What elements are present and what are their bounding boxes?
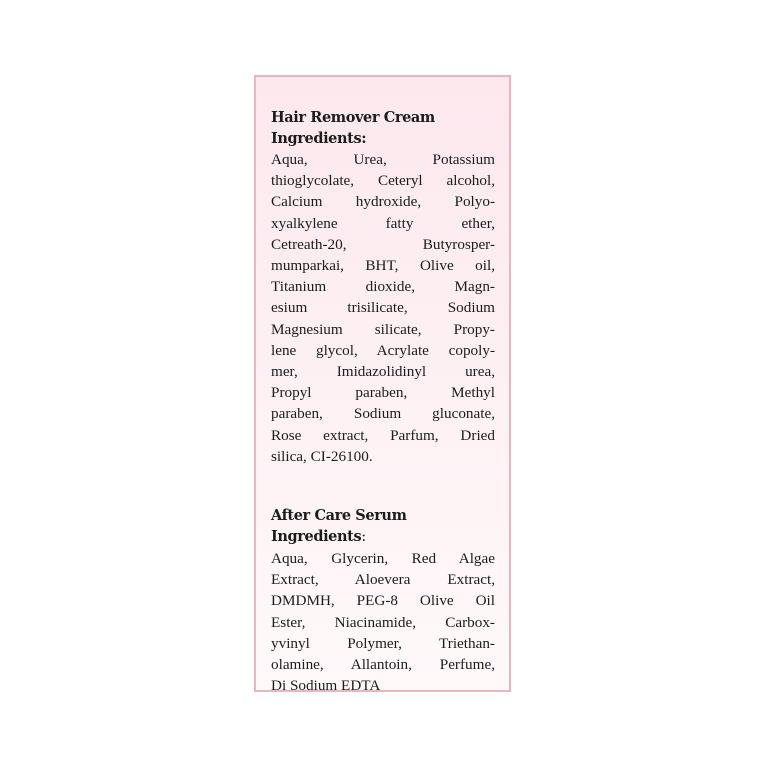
after-care-ingredients-label: Ingredients [271, 528, 362, 546]
after-care-ingredients-list [271, 548, 495, 696]
hair-remover-ingredients-label: Ingredients: [271, 130, 367, 147]
section-spacer [271, 467, 495, 486]
ingredient-line: lene glycol, Acrylate copoly- [271, 341, 495, 359]
after-care-title: After Care Serum [271, 507, 407, 525]
ingredient-line: Di Sodium EDTA [271, 677, 381, 695]
ingredient-line: DMDMH, PEG-8 Olive Oil [271, 592, 495, 610]
ingredient-line: silica, CI-26100. [271, 447, 373, 465]
ingredient-line: thioglycolate, Ceteryl alcohol, [271, 172, 495, 190]
hair-remover-ingredients-list [271, 149, 495, 467]
hair-remover-section [271, 107, 495, 467]
ingredient-line: olamine, Allantoin, Perfume, [271, 656, 495, 674]
ingredient-line: Aqua, Glycerin, Red Algae [271, 550, 495, 568]
ingredient-line: Extract, Aloevera Extract, [271, 571, 495, 589]
ingredient-line: Aqua, Urea, Potassium [271, 151, 495, 168]
after-care-section [271, 505, 495, 696]
ingredient-line: Rose extract, Parfum, Dried [271, 426, 495, 444]
ingredient-line: Cetreath-20, Butyrosper- [271, 235, 495, 253]
ingredient-line: Calcium hydroxide, Polyo- [271, 193, 495, 211]
hair-remover-title: Hair Remover Cream [271, 109, 435, 126]
ingredient-line: Propyl paraben, Methyl [271, 384, 495, 402]
section-spacer [271, 486, 495, 505]
after-care-colon: : [361, 529, 366, 546]
ingredient-line: Titanium dioxide, Magn- [271, 278, 495, 296]
ingredient-line: yvinyl Polymer, Triethan- [271, 634, 495, 652]
ingredient-line: mer, Imidazolidinyl urea, [271, 363, 495, 381]
ingredient-line: paraben, Sodium gluconate, [271, 405, 495, 423]
ingredient-line: esium trisilicate, Sodium [271, 299, 495, 317]
ingredient-line: xyalkylene fatty ether, [271, 214, 495, 232]
ingredient-line: mumparkai, BHT, Olive oil, [271, 257, 495, 275]
ingredient-line: Magnesium silicate, Propy- [271, 320, 495, 338]
after-care-ingredients-heading [271, 526, 495, 548]
ingredient-line: Ester, Niacinamide, Carbox- [271, 613, 495, 631]
ingredients-panel [254, 75, 511, 695]
